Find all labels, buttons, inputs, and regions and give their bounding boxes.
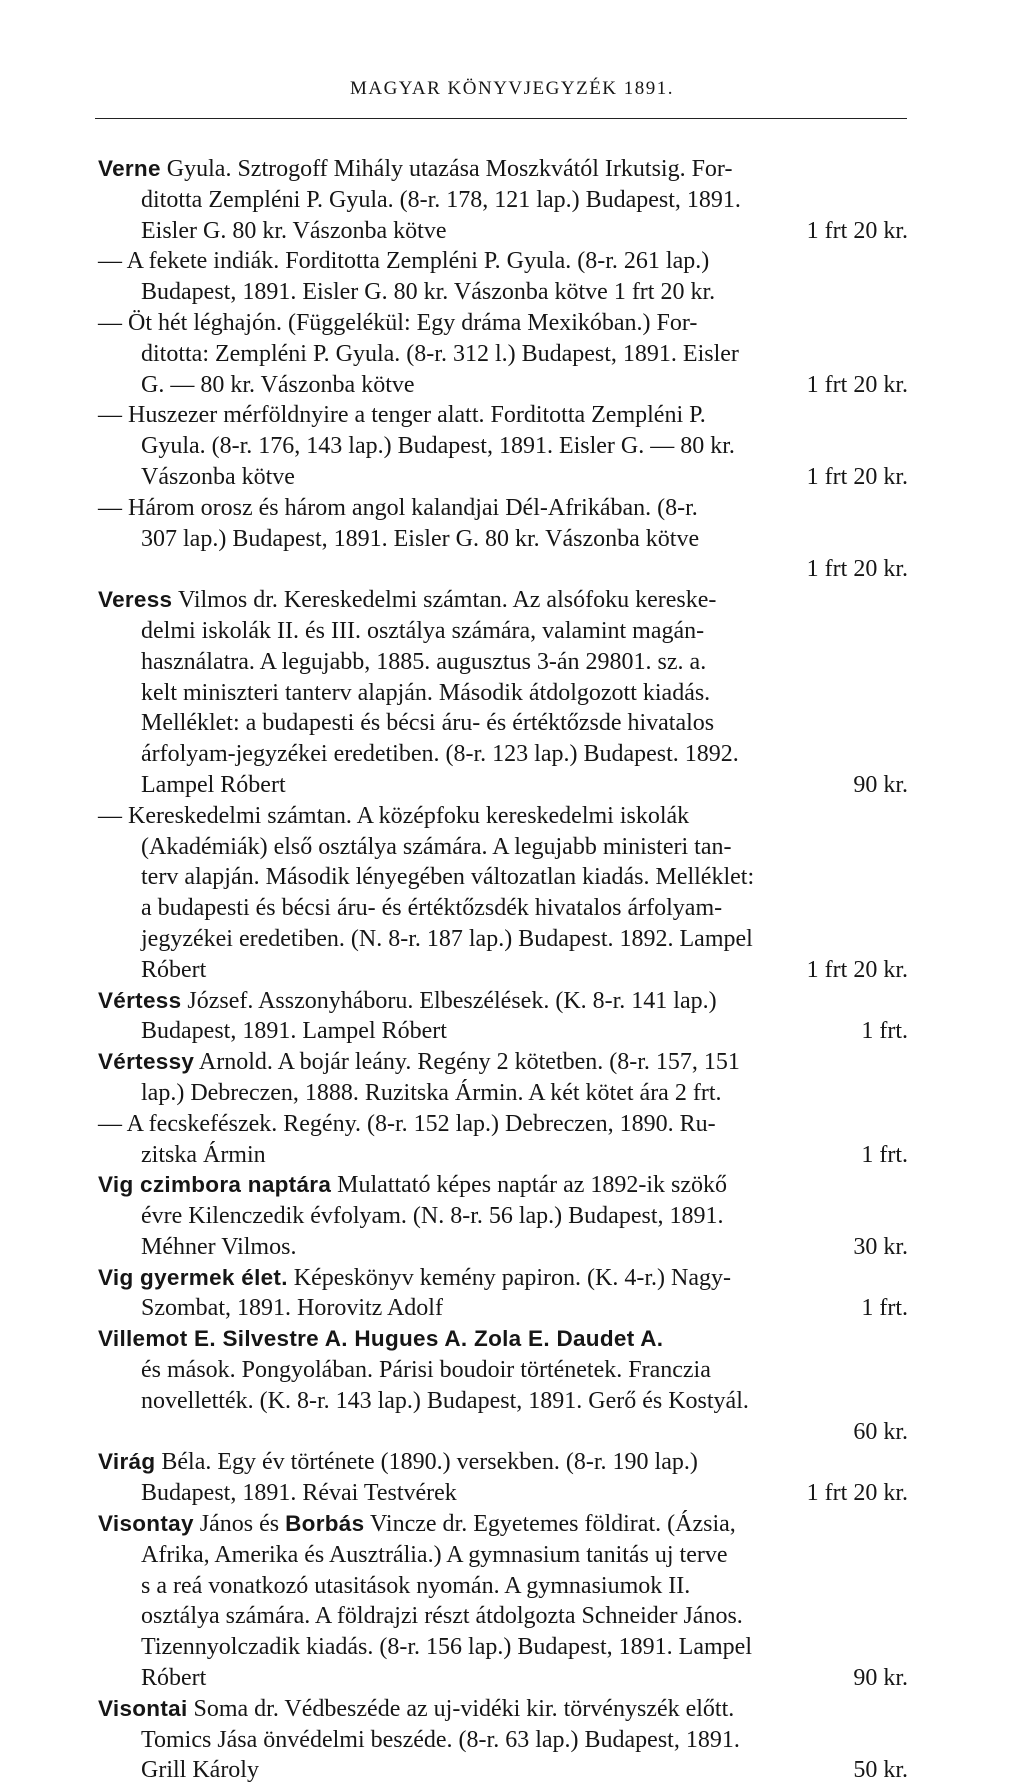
entry-continuation-line	[98, 616, 908, 647]
entry-continuation-line	[98, 1540, 908, 1571]
entry-first-line	[98, 1324, 908, 1355]
entry-first-line	[98, 1694, 908, 1725]
entry-continuation-line	[98, 678, 908, 709]
entry-continuation-line	[98, 1663, 908, 1694]
price: 1 frt 20 kr.	[806, 556, 908, 583]
entry-text: Gyula. Sztrogoff Mihály utazása Moszkvától Irkutsig. For-	[160, 156, 733, 182]
price: 1 frt.	[861, 1295, 908, 1322]
entry-first-line	[98, 1170, 908, 1201]
price: 1 frt 20 kr.	[806, 1480, 908, 1507]
entry-first-line	[98, 1509, 908, 1540]
entry-text: Tomics Jása önvédelmi beszéde. (8-r. 63 lap.) Budapest, 1891.	[141, 1726, 740, 1753]
header-rule	[95, 118, 907, 119]
entry-text: Szombat, 1891. Horovitz Adolf	[141, 1295, 443, 1322]
entry-continuation-line	[98, 770, 908, 801]
entry-text: Grill Károly	[141, 1757, 259, 1784]
entry-text: Róbert	[141, 956, 207, 983]
entry-text: — Huszezer mérföldnyire a tenger alatt. Forditotta Zempléni P.	[98, 402, 706, 429]
entry-text: Budapest, 1891. Eisler G. 80 kr. Vászonba kötve 1 frt 20 kr.	[141, 279, 716, 306]
entry-continuation-line	[98, 862, 908, 893]
entry-text: Tizennyolczadik kiadás. (8-r. 156 lap.) Budapest, 1891. Lampel	[141, 1634, 752, 1661]
author-name: Verne	[98, 156, 161, 181]
entry-text: G. — 80 kr. Vászonba kötve	[141, 371, 415, 398]
entry-text: zitska Ármin	[141, 1141, 266, 1168]
entry-text: delmi iskolák II. és III. osztálya számára, valamint magán-	[141, 617, 705, 644]
entry-continuation-line	[98, 431, 908, 462]
entry-text: ditotta: Zempléni P. Gyula. (8-r. 312 l.) Budapest, 1891. Eisler	[141, 340, 739, 367]
entry-first-line	[98, 400, 908, 431]
price: 1 frt 20 kr.	[806, 217, 908, 244]
author-name: Vig czimbora naptára	[98, 1172, 332, 1198]
entry-text: Róbert	[141, 1665, 207, 1692]
entry-continuation-line	[98, 1755, 908, 1786]
entry-text: Mulattató képes naptár az 1892-ik szökő	[331, 1172, 728, 1199]
entry-continuation-line	[98, 955, 908, 986]
entry-continuation-line	[98, 339, 908, 370]
author-name: Vig gyermek élet.	[98, 1264, 288, 1290]
entry-continuation-line	[98, 1355, 908, 1386]
entry-text: Budapest, 1891. Lampel Róbert	[141, 1018, 447, 1045]
entry-text: János és	[193, 1511, 286, 1538]
entry-continuation-line	[98, 647, 908, 678]
price: 50 kr.	[853, 1757, 908, 1784]
entry-first-line	[98, 1263, 908, 1294]
entry-text: — A fekete indiák. Forditotta Zempléni P. Gyula. (8-r. 261 lap.)	[98, 248, 710, 275]
entry-text: Arnold. A bojár leány. Regény 2 kötetben. (8-r. 157, 151	[194, 1049, 740, 1076]
entry-text: Gyula. (8-r. 176, 143 lap.) Budapest, 1891. Eisler G. — 80 kr.	[141, 433, 735, 460]
entry-text: — Kereskedelmi számtan. A középfoku kereskedelmi iskolák	[98, 802, 690, 829]
entry-text: — A fecskefészek. Regény. (8-r. 152 lap.) Debreczen, 1890. Ru-	[98, 1110, 716, 1137]
author-name: Villemot E. Silvestre A. Hugues A. Zola E. Daudet A.	[98, 1326, 664, 1352]
entry-text: s a reá vonatkozó utasitások nyomán. A gymnasiumok II.	[141, 1572, 691, 1599]
entry-text: József. Asszonyháboru. Elbeszélések. (K. 8-r. 141 lap.)	[181, 987, 717, 1014]
entry-text: lap.) Debreczen, 1888. Ruzitska Ármin. A két kötet ára 2 frt.	[141, 1079, 722, 1106]
author-name: Borbás	[285, 1511, 365, 1537]
price: 90 kr.	[853, 1665, 908, 1692]
entry-continuation-line	[98, 1601, 908, 1632]
entry-continuation-line	[98, 1632, 908, 1663]
entry-text: Béla. Egy év története (1890.) versekben. (8-r. 190 lap.)	[155, 1449, 698, 1476]
entry-continuation-line	[98, 832, 908, 863]
entry-continuation-line	[98, 185, 908, 216]
price: 1 frt.	[861, 1018, 908, 1045]
entry-continuation-line	[98, 277, 908, 308]
author-name: Veress	[98, 587, 173, 613]
catalog-entries	[98, 154, 908, 1786]
entry-text: Vászonba kötve	[141, 463, 295, 490]
price: 90 kr.	[853, 771, 908, 798]
entry-first-line	[98, 801, 908, 832]
entry-text: novellették. (K. 8-r. 143 lap.) Budapest, 1891. Gerő és Kostyál.	[141, 1387, 749, 1414]
entry-first-line	[98, 154, 908, 185]
entry-first-line	[98, 246, 908, 277]
price: 1 frt 20 kr.	[806, 371, 908, 398]
author-name: Visontai	[98, 1695, 188, 1721]
entry-continuation-line	[98, 524, 908, 555]
entry-text: Eisler G. 80 kr. Vászonba kötve	[141, 217, 447, 244]
entry-text: ditotta Zempléni P. Gyula. (8-r. 178, 121 lap.) Budapest, 1891.	[141, 186, 741, 213]
entry-continuation-line	[98, 1016, 908, 1047]
entry-text: a budapesti és bécsi áru- és értéktőzsdék hivatalos árfolyam-	[141, 895, 723, 922]
entry-continuation-line	[98, 1078, 908, 1109]
entry-text: kelt miniszteri tanterv alapján. Második átdolgozott kiadás.	[141, 679, 711, 706]
author-name: Vértess	[98, 987, 182, 1013]
price: 1 frt 20 kr.	[806, 463, 908, 490]
entry-text: évre Kilenczedik évfolyam. (N. 8-r. 56 lap.) Budapest, 1891.	[141, 1203, 724, 1230]
entry-text: Vilmos dr. Kereskedelmi számtan. Az alsófoku kereske-	[172, 587, 717, 614]
entry-text: — Öt hét léghajón. (Függelékül: Egy dráma Mexikóban.) For-	[98, 309, 698, 336]
entry-continuation-line	[98, 1571, 908, 1602]
entry-text: Vincze dr. Egyetemes földirat. (Ázsia,	[364, 1511, 736, 1538]
entry-first-line	[98, 308, 908, 339]
author-name: Virág	[98, 1449, 156, 1475]
entry-first-line	[98, 986, 908, 1017]
entry-continuation-line	[98, 216, 908, 247]
entry-text: Melléklet: a budapesti és bécsi áru- és értéktőzsde hivatalos	[141, 710, 715, 737]
entry-text: Afrika, Amerika és Ausztrália.) A gymnasium tanitás uj terve	[141, 1541, 728, 1568]
entry-continuation-line	[98, 554, 908, 585]
entry-text: Budapest, 1891. Révai Testvérek	[141, 1480, 457, 1507]
price: 1 frt 20 kr.	[806, 956, 908, 983]
entry-continuation-line	[98, 1417, 908, 1448]
entry-first-line	[98, 1047, 908, 1078]
price: 60 kr.	[853, 1418, 908, 1445]
entry-text: osztálya számára. A földrajzi részt átdolgozta Schneider János.	[141, 1603, 743, 1630]
entry-continuation-line	[98, 370, 908, 401]
entry-text: terv alapján. Második lényegében változatlan kiadás. Melléklet:	[141, 864, 755, 891]
entry-continuation-line	[98, 1478, 908, 1509]
entry-continuation-line	[98, 1725, 908, 1756]
entry-continuation-line	[98, 462, 908, 493]
entry-first-line	[98, 585, 908, 616]
running-header: MAGYAR KÖNYVJEGYZÉK 1891.	[349, 78, 675, 99]
entry-text: Képeskönyv kemény papiron. (K. 4-r.) Nagy-	[287, 1264, 731, 1291]
price: 30 kr.	[853, 1233, 908, 1260]
entry-text: Soma dr. Védbeszéde az uj-vidéki kir. törvényszék előtt.	[187, 1695, 735, 1722]
entry-text: Lampel Róbert	[141, 771, 286, 798]
entry-continuation-line	[98, 1140, 908, 1171]
price: 1 frt.	[861, 1141, 908, 1168]
entry-text: (Akadémiák) első osztálya számára. A legujabb ministeri tan-	[141, 833, 732, 860]
entry-text: árfolyam-jegyzékei eredetiben. (8-r. 123 lap.) Budapest. 1892.	[141, 741, 739, 768]
entry-continuation-line	[98, 739, 908, 770]
entry-continuation-line	[98, 708, 908, 739]
entry-continuation-line	[98, 1293, 908, 1324]
entry-first-line	[98, 493, 908, 524]
author-name: Vértessy	[98, 1049, 195, 1075]
entry-text: 307 lap.) Budapest, 1891. Eisler G. 80 kr. Vászonba kötve	[141, 525, 700, 552]
author-name: Visontay	[98, 1511, 194, 1537]
entry-continuation-line	[98, 893, 908, 924]
entry-text: jegyzékei eredetiben. (N. 8-r. 187 lap.) Budapest. 1892. Lampel	[141, 925, 753, 952]
entry-first-line	[98, 1109, 908, 1140]
entry-text: Méhner Vilmos.	[141, 1233, 297, 1260]
entry-continuation-line	[98, 1386, 908, 1417]
entry-continuation-line	[98, 1201, 908, 1232]
entry-text: — Három orosz és három angol kalandjai Dél-Afrikában. (8-r.	[98, 494, 698, 521]
entry-text: és mások. Pongyolában. Párisi boudoir történetek. Franczia	[141, 1357, 711, 1384]
entry-first-line	[98, 1447, 908, 1478]
entry-continuation-line	[98, 924, 908, 955]
entry-continuation-line	[98, 1232, 908, 1263]
entry-text: használatra. A legujabb, 1885. augusztus 3-án 29801. sz. a.	[141, 648, 707, 675]
